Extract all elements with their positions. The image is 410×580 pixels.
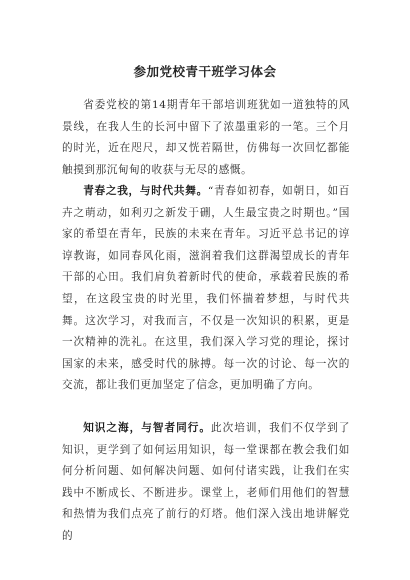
- paragraph-lead: 青春之我，与时代共舞。: [83, 185, 208, 197]
- document-title: 参加党校青干班学习体会: [133, 64, 277, 79]
- paragraph-3: [62, 418, 350, 548]
- paragraph-1: [62, 95, 350, 181]
- paragraph-2: [62, 181, 350, 397]
- paragraph-text: 省委党校的第14期青年干部培训班犹如一道独特的风景线，在我人生的长河中留下了浓墨重彩的一笔。三个月的时光，近在咫尺，却又恍若隔世，仿佛每一次回忆都能触摸到那沉甸甸的收获与无尽的感慨。: [62, 99, 350, 176]
- paragraph-text: “青春如初春，如朝日，如百卉之萌动，如利刃之新发于硎，人生最宝贵之时期也。”国家的希望在青年，民族的未来在青年。习近平总书记的谆谆教诲，如同春风化雨，滋润着我们这群渴望成长的青年干部的心田。我们肩负着新时代的使命，承载着民族的希望，在这段宝贵的时光里，我们怀揣着梦想，与时代共舞。这次学习，对我而言，不仅是一次知识的积累，更是一次精神的洗礼。在这里，我们深入学习党的理论，探讨国家的未来，感受时代的脉搏。每一次的讨论、每一次的交流，都让我们更加坚定了信念，更加明确了方向。: [62, 185, 350, 392]
- paragraph-lead: 知识之海，与智者同行。: [83, 422, 211, 434]
- paragraph-text: 此次培训，我们不仅学到了知识，更学到了如何运用知识，每一堂课都在教会我们如何分析问题、如何解决问题、如何付诸实践，让我们在实践中不断成长、不断进步。课堂上，老师们用他们的智慧和热情为我们点亮了前行的灯塔。他们深入浅出地讲解党的: [62, 422, 350, 542]
